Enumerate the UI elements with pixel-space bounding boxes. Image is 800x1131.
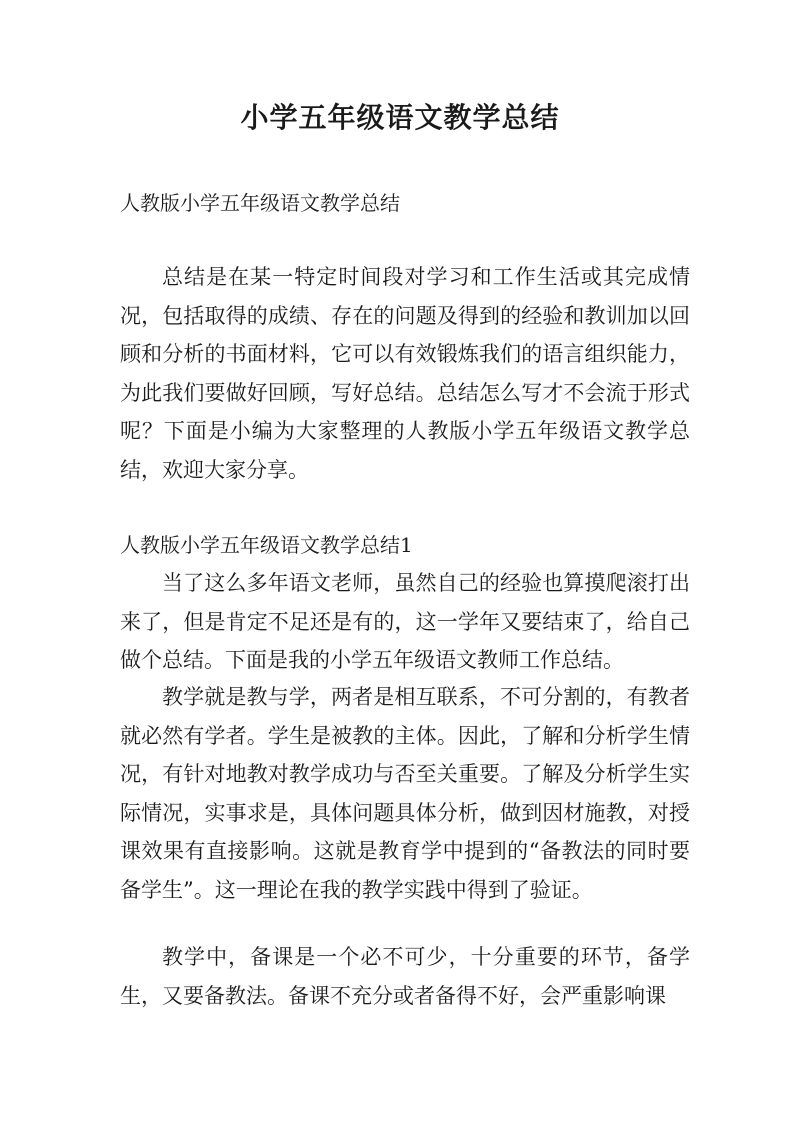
document-title: 小学五年级语文教学总结 [240,101,560,134]
body-paragraph: 教学中，备课是一个必不可少，十分重要的环节，备学生，又要备教法。备课不充分或者备得不好，会严重影响课 [120,945,690,1008]
body-paragraph: 教学就是教与学，两者是相互联系，不可分割的，有教者就必然有学者。学生是被教的主体。因此，了解和分析学生情况，有针对地教对教学成功与否至关重要。了解及分析学生实际情况，实事求是，具体问题具体分析，做到因材施教，对授课效果有直接影响。这就是教育学中提到的“备教法的同时要备学生”。这一理论在我的教学实践中得到了验证。 [120,685,690,902]
document-subtitle: 人教版小学五年级语文教学总结 [120,191,400,215]
intro-paragraph: 总结是在某一特定时间段对学习和工作生活或其完成情况，包括取得的成绩、存在的问题及得到的经验和教训加以回顾和分析的书面材料，它可以有效锻炼我们的语言组织能力，为此我们要做好回顾，写好总结。总结怎么写才不会流于形式呢？下面是小编为大家整理的人教版小学五年级语文教学总结，欢迎大家分享。 [120,265,690,482]
section-heading: 人教版小学五年级语文教学总结1 [120,533,413,557]
body-paragraph: 当了这么多年语文老师，虽然自己的经验也算摸爬滚打出来了，但是肯定不足还是有的，这一学年又要结束了，给自己做个总结。下面是我的小学五年级语文教师工作总结。 [120,571,690,672]
